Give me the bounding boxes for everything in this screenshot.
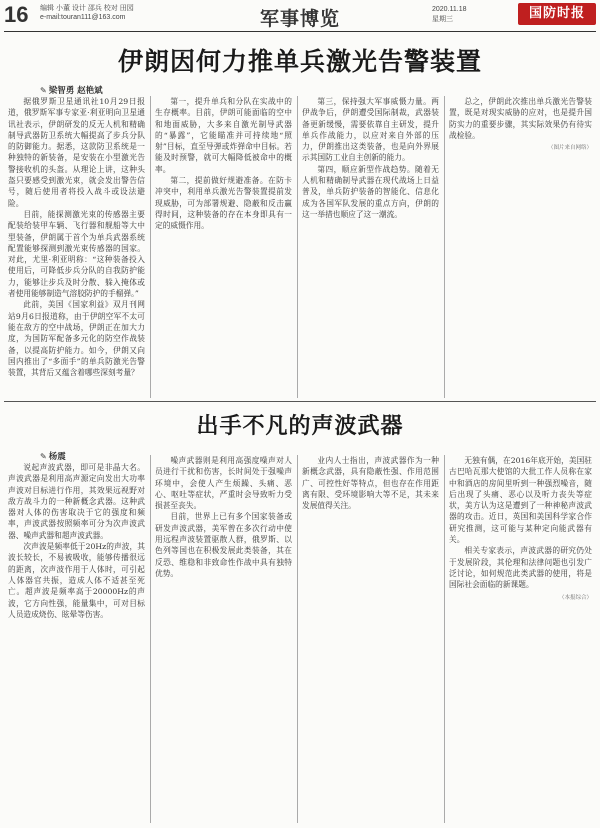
pen-icon: ✎ <box>40 452 47 461</box>
paragraph: 此前，美国《国家利益》双月刊网站9月6日报道称，由于伊朗空军不太可能在敌方的空中战场，伊朗正在加大力度，为国防军配备多元化的防空作战装备，以提高防护能力。如今，伊朗又向国内推出了“多面手”的单兵防激光告警装置，其背后又蕴含着哪些深刻考量？ <box>8 300 145 378</box>
paragraph: 次声波是频率低于20Hz的声波，其波长较长，不易被吸收，能够传播很远的距离，次声波作用于人体时，可引起人体器官共振，造成人体不适甚至死亡。超声波是频率高于20000Hz的声波，它方向性强，能量集中，可对目标人员造成烧伤、眩晕等伤害。 <box>8 542 145 619</box>
paragraph: 第四，顺应新型作战趋势。随着无人机和精确制导武器在现代战场上日益普及，单兵防护装备的智能化、信息化成为各国军队发展的重点方向，伊朗的这一举措也顺应了这一潮流。 <box>302 164 439 219</box>
article-2-tail: （本报综合） <box>558 594 592 601</box>
article-2-column-3 <box>302 455 439 824</box>
section-title: 军事博览 <box>259 8 340 30</box>
article-2-column-1 <box>8 462 145 824</box>
article-2-title: 出手不凡的声波武器 <box>196 414 404 439</box>
column-divider <box>297 455 298 823</box>
article-1-column-4 <box>449 96 592 400</box>
article-2-column-4 <box>449 455 592 824</box>
paragraph: 无独有偶，在2016年底开始，美国驻古巴哈瓦那大使馆的大批工作人员称在家中和酒店的房间里听到一种强烈噪音，随后出现了头痛、恶心以及听力丧失等症状，美方认为这是遭到了一种神秘声波武器的攻击。近日，英国和美国科学家合作研究推测，这可能与某种定向能武器有关。 <box>449 456 592 545</box>
paragraph: 总之，伊朗此次推出单兵激光告警装置，既是对现实威胁的应对，也是提升国防实力的重要步骤，其实际效果仍有待实战检验。 <box>449 97 592 140</box>
column-divider <box>297 96 298 398</box>
author-names: 梁智勇 赵艳斌 <box>48 86 103 96</box>
paragraph: 第一，提升单兵和分队在实战中的生存概率。目前，伊朗可能面临的空中和地面威胁，大多来自激光制导武器的“暴露”，它能瞄准并可持续地“照射”目标，直至导弹或炸弹命中目标。若能及时预警，就可大幅降低被命中的概率。 <box>155 97 292 174</box>
article-1-tail: （图片来自网络） <box>547 145 592 152</box>
article-1-column-2 <box>155 96 292 400</box>
article-2-column-2 <box>155 455 292 824</box>
author-name: 杨震 <box>48 452 66 462</box>
article-1-column-1 <box>8 96 145 400</box>
paragraph: 第二，提前做好规避准备。在防卡冲突中，利用单兵激光告警装置提前发现威胁，可为部署规避、隐蔽和反击赢得时间，这种装备的存在本身即具有一定的威慑作用。 <box>155 176 292 231</box>
paragraph: 说起声波武器，即可是非晶大名。声波武器是利用高声源定向发出大功率声波对目标进行作用，其效果远视野对敌方战斗力的一种新概念武器。这种武器对人体的伤害取决于它的强度和频率，声波武器按照频率可分为次声波武器、噪声武器和超声波武器。 <box>8 463 145 540</box>
paragraph: 目前，世界上已有多个国家装备或研发声波武器，美军曾在多次行动中使用远程声波装置驱散人群，俄罗斯、以色列等国也在积极发展此类装备，其在反恐、维稳和非致命性作战中具有独特优势。 <box>155 512 292 578</box>
paragraph: 噪声武器则是利用高强度噪声对人员进行干扰和伤害，长时间处于强噪声环境中，会使人产生烦躁、头痛、恶心、呕吐等症状，严重时会导致听力受损甚至丧失。 <box>155 456 292 511</box>
date-line: 2020.11.18 <box>432 6 467 13</box>
article-1-title: 伊朗因何力推单兵激光告警装置 <box>117 47 482 76</box>
header-rule <box>4 31 596 32</box>
editor-line: 编辑 小董 设计 邵兵 校对 田园 <box>40 5 134 12</box>
article-divider <box>4 401 596 402</box>
article-2-byline <box>40 450 66 462</box>
page-header <box>0 0 600 30</box>
article-1-byline <box>40 84 103 96</box>
article-1-column-3 <box>302 96 439 400</box>
pen-icon: ✎ <box>40 86 47 95</box>
paragraph: 第三，保持强大军事威慑力量。两伊战争后，伊朗遭受国际制裁，武器装备更新缓慢，需要依靠自主研发，提升单兵作战能力，以应对来自外部的压力，伊朗推出这类装备，也是向外界展示其国防工业自主创新的能力。 <box>302 97 439 163</box>
column-divider <box>150 455 151 823</box>
email-line: e-mail:touran111@163.com <box>40 14 126 21</box>
paragraph: 目前，能探测激光束的传感器主要配装给装甲车辆、飞行器和舰船等大中型装备，伊朗属于首个为单兵武器系统配置能够探测到激光束传感器的国家。对此，尤里·利亚明称：“这种装备投入使用后，可降低步兵分队的自我防护能力，能够让步兵及时分散、躲入掩体或者使用能够制造气溶胶防护的手榴弹。” <box>8 209 145 299</box>
masthead-logo: 国防时报 <box>518 3 596 25</box>
paragraph: 相关专家表示，声波武器的研究仍处于发展阶段，其伦理和法律问题也引发广泛讨论，如何规范此类武器的使用，将是国际社会面临的新课题。 <box>449 546 592 590</box>
weekday-line: 星期三 <box>432 16 453 23</box>
date-block <box>432 5 467 25</box>
column-divider <box>444 96 445 398</box>
column-divider <box>150 96 151 398</box>
page-number: 16 <box>4 2 29 27</box>
column-divider <box>444 455 445 823</box>
paragraph: 据俄罗斯卫星通讯社10月29日报道，俄罗斯军事专家亚·利亚明向卫星通讯社表示，伊朗研发的反无人机和精确制导武器防卫系统大幅提高了步兵分队的防御能力。据悉，这款防卫系统是一种独特的新装备，是安装在小型激光告警接收机的头盔。从理论上讲，这种头盔只要感受到激光束，就会发出警告信号，随后使用者将投入战斗或设法避险。 <box>8 97 145 208</box>
paragraph: 业内人士指出，声波武器作为一种新概念武器，具有隐蔽性强、作用范围广、可控性好等特点，但也存在作用距离有限、受环境影响大等不足，其未来发展值得关注。 <box>302 456 439 511</box>
